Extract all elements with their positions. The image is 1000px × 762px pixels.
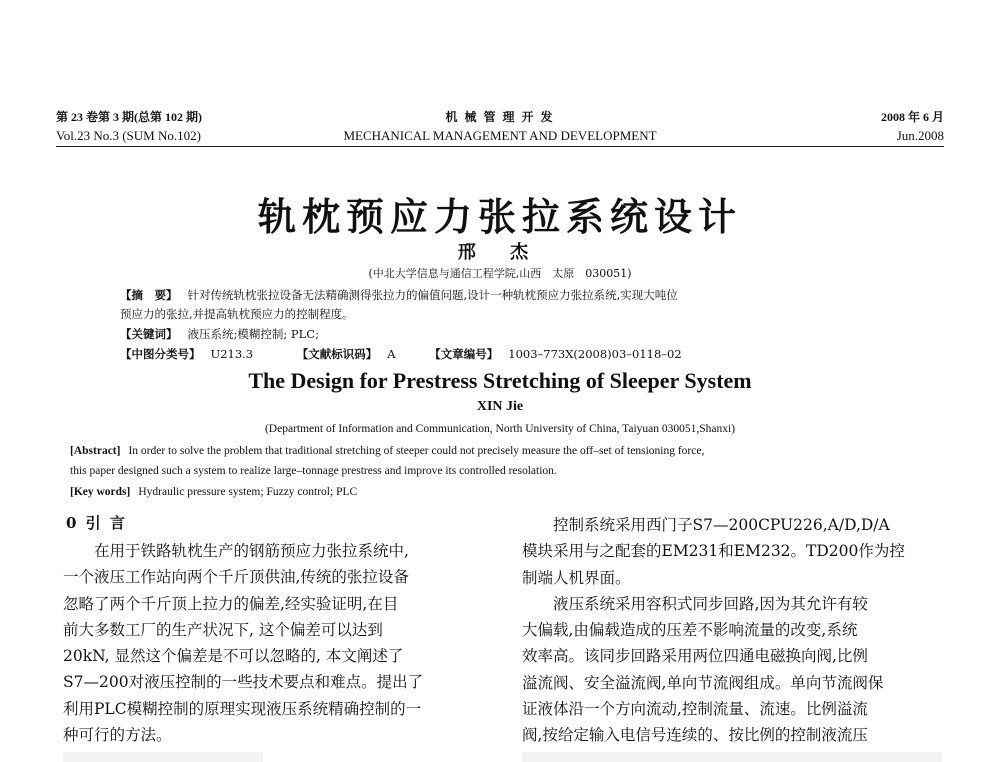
abstract-cn-line1: 针对传统轨枕张拉设备无法精确测得张拉力的偏值问题,设计一种轨枕预应力张拉系统,实现大吨位 [187,288,678,302]
journal-name-en: MECHANICAL MANAGEMENT AND DEVELOPMENT [343,128,657,143]
journal-date-en: Jun.2008 [896,128,944,143]
keywords-en-label: [Key words] [70,486,131,498]
abstract-cn-cont [120,306,354,322]
affiliation-en: (Department of Information and Communication, North University of China, Taiyuan 030051,Shanxi) [264,423,736,435]
abstract-en-cont [70,465,557,477]
article-no-value: 1003–773X(2008)03–0118–02 [508,347,682,361]
body-column-right [522,512,942,749]
cut-off-next-heading [63,752,263,762]
affiliation-cn: (中北大学信息与通信工程学院,山西 太原 030051) [368,267,632,280]
body-line: 阀,按给定输入电信号连续的、按比例的控制液流压 [522,726,868,745]
paper-title-en: The Design for Prestress Stretching of Sleeper System [248,368,752,393]
doc-code-label: 【文献标识码】 [296,347,378,361]
keywords-en-text: Hydraulic pressure system; Fuzzy control; PLC [138,486,358,498]
body-line: 一个液压工作站向两个千斤顶供油,传统的张拉设备 [63,568,409,587]
keywords-cn-label: 【关键词】 [120,327,178,341]
body-column-left [63,538,483,748]
body-line: 在用于铁路轨枕生产的钢筋预应力张拉系统中, [63,542,409,560]
body-line: S7—200对液压控制的一些技术要点和难点。提出了 [63,673,424,692]
body-line: 模块采用与之配套的EM231和EM232。TD200作为控 [522,542,905,561]
article-no-label: 【文章编号】 [429,347,499,361]
abstract-en-line1: In order to solve the problem that traditional stretching of steeper could not precisely measure the off–set of tensioning force, [128,445,705,457]
body-line: 种可行的方法。 [63,726,172,745]
abstract-en-label: [Abstract] [70,445,121,457]
body-line: 控制系统采用西门子S7—200CPU226,A/D,D/A [522,516,890,534]
journal-date-cn: 2008 年 6 月 [880,110,944,124]
body-line: 制端人机界面。 [522,568,631,587]
keywords-cn-text: 液压系统;模糊控制; PLC; [187,327,319,341]
body-line: 溢流阀、安全溢流阀,单向节流阀组成。单向节流阀保 [522,673,884,692]
journal-volume-en: Vol.23 No.3 (SUM No.102) [56,128,201,143]
doc-code-value: A [387,347,396,361]
body-line: 效率高。该同步回路采用两位四通电磁换向阀,比例 [522,647,868,666]
cut-off-next-line [522,752,942,762]
abstract-cn-label: 【摘 要】 [120,288,178,302]
clc-value: U213.3 [210,347,254,361]
abstract-cn [120,287,678,303]
header-rule [56,146,944,147]
journal-volume-cn: 第 23 卷第 3 期(总第 102 期) [56,110,202,124]
body-line: 20kN, 显然这个偏差是不可以忽略的, 本文阐述了 [63,647,404,666]
paper-title-cn: 轨枕预应力张拉系统设计 [257,194,742,239]
keywords-cn [120,326,319,342]
body-line: 利用PLC模糊控制的原理实现液压系统精确控制的一 [63,699,422,718]
abstract-cn-line2: 预应力的张拉,并提高轨枕预应力的控制程度。 [120,307,354,321]
abstract-en [70,445,704,457]
body-line: 液压系统采用容积式同步回路,因为其允许有较 [522,594,868,613]
section-heading: 0 引 言 [66,514,127,532]
journal-name-cn: 机 械 管 理 开 发 [445,110,555,124]
author-en: XIN Jie [476,399,524,414]
body-line: 大偏载,由偏载造成的压差不影响流量的改变,系统 [522,621,858,640]
keywords-en [70,486,357,498]
clc-label: 【中图分类号】 [120,347,201,361]
body-line: 忽略了两个千斤顶上拉力的偏差,经实验证明,在目 [63,594,399,613]
abstract-en-line2: this paper designed such a system to realize large–tonnage prestress and improve its controlled resolation. [70,465,557,477]
author-cn: 邢 杰 [457,242,543,263]
body-line: 证液体沿一个方向流动,控制流量、流速。比例溢流 [522,700,868,719]
classification-line [120,346,682,362]
body-line: 前大多数工厂的生产状况下, 这个偏差可以达到 [63,620,383,639]
